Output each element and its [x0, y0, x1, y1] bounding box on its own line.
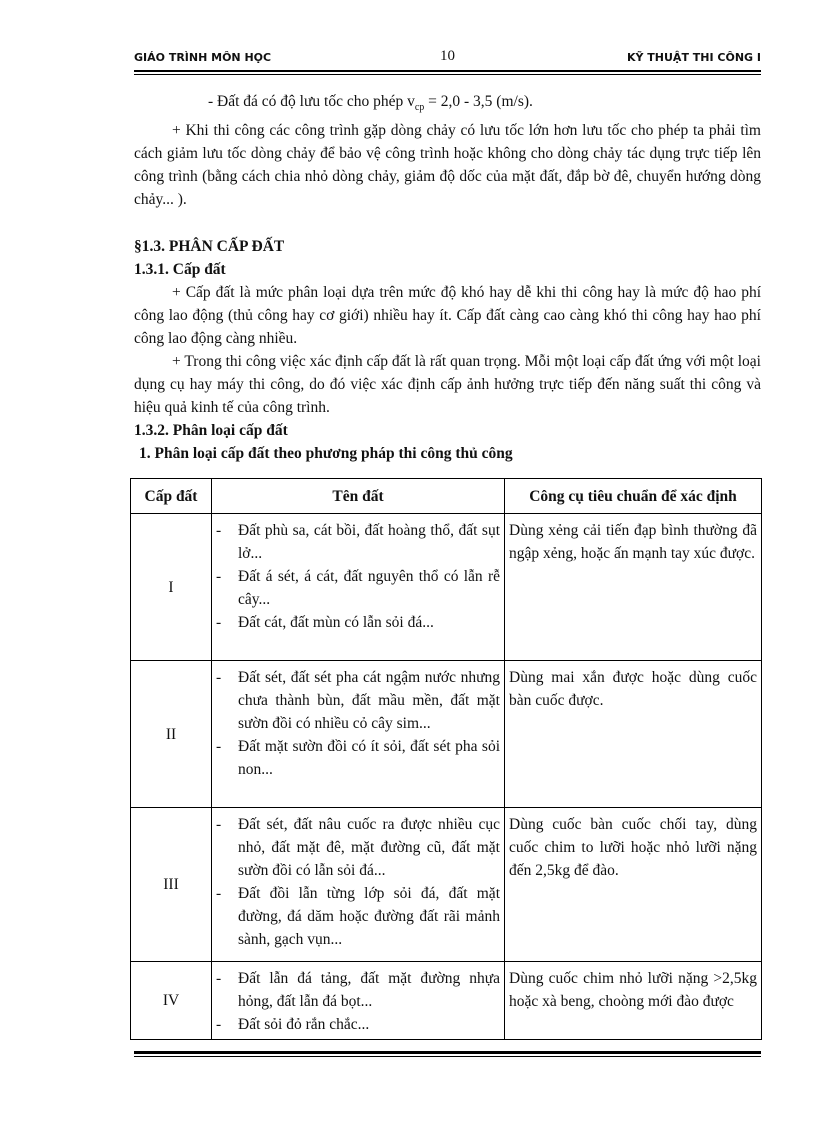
- subject-label: KỸ THUẬT THI CÔNG I: [626, 51, 761, 64]
- subsection-2-title: 1.3.2. Phân loại cấp đất: [134, 422, 288, 440]
- soil-item: - Đất đồi lẫn từng lớp sỏi đá, đất mặt đường, đá dăm hoặc đường đất rãi mảnh sành, gạch vụn...: [216, 885, 500, 948]
- grade-cell: IV: [131, 962, 212, 1040]
- soil-item: - Đất sét, đất sét pha cát ngậm nước nhưng chưa thành bùn, đất mầu mền, đất mặt sườn đồi có nhiều cỏ cây sim...: [216, 669, 500, 732]
- header-grade: Cấp đất: [131, 479, 212, 514]
- header-soil: Tên đất: [212, 479, 505, 514]
- soil-item: - Đất á sét, á cát, đất nguyên thổ có lẫn rễ cây...: [216, 568, 500, 608]
- page-header: [134, 48, 761, 70]
- list-title: 1. Phân loại cấp đất theo phương pháp thi công thủ công: [139, 445, 513, 463]
- page-body: [134, 90, 761, 465]
- soil-item: - Đất mặt sườn đồi có ít sỏi, đất sét pha sỏi non...: [216, 738, 500, 778]
- table-row: [131, 808, 762, 962]
- soil-cell: [212, 514, 505, 661]
- soil-cell: [212, 808, 505, 962]
- footer-rule: [134, 1051, 761, 1057]
- tool-cell: Dùng cuốc bàn cuốc chối tay, dùng cuốc chim to lưỡi hoặc nhỏ lưỡi nặng đến 2,5kg để đào.: [505, 808, 762, 962]
- section-title: §1.3. PHÂN CẤP ĐẤT: [134, 238, 285, 256]
- soil-item: - Đất lẫn đá tảng, đất mặt đường nhựa hỏng, đất lẫn đá bọt...: [216, 970, 500, 1010]
- grade-cell: II: [131, 661, 212, 808]
- table-row: [131, 514, 762, 661]
- course-label: GIÁO TRÌNH MÔN HỌC: [134, 51, 272, 64]
- soil-grade-table: [130, 478, 762, 1040]
- soil-item: - Đất phù sa, cát bồi, đất hoàng thổ, đất sụt lở...: [216, 522, 500, 562]
- paragraph-definition: + Cấp đất là mức phân loại dựa trên mức độ khó hay dễ khi thi công hay là mức độ hao phí công lao động (thủ công hay cơ giới) nhiều hay ít. Cấp đất càng cao càng khó thi công hay hao phí công lao động càng nhiều.: [134, 284, 761, 348]
- tool-cell: Dùng mai xắn được hoặc dùng cuốc bàn cuốc được.: [505, 661, 762, 808]
- subsection-1-title: 1.3.1. Cấp đất: [134, 261, 226, 279]
- soil-item: - Đất sét, đất nâu cuốc ra được nhiều cục nhỏ, đất mặt đê, mặt đường cũ, đất mặt sườn đồi có lẫn sỏi đá...: [216, 816, 500, 879]
- soil-item: - Đất cát, đất mùn có lẫn sỏi đá...: [216, 614, 434, 631]
- soil-cell: [212, 962, 505, 1040]
- grade-cell: I: [131, 514, 212, 661]
- header-rule: [134, 70, 761, 75]
- soil-item: - Đất sỏi đỏ rắn chắc...: [216, 1016, 370, 1033]
- header-tool: Công cụ tiêu chuẩn để xác định: [505, 479, 762, 514]
- tool-cell: Dùng xẻng cải tiến đạp bình thường đã ngập xẻng, hoặc ấn mạnh tay xúc được.: [505, 514, 762, 661]
- page-number: 10: [440, 48, 455, 64]
- table-header-row: [131, 479, 762, 514]
- table-row: [131, 962, 762, 1040]
- paragraph-importance: + Trong thi công việc xác định cấp đất là rất quan trọng. Mỗi một loại cấp đất ứng với một loại dụng cụ hay máy thi công, do đó việc xác định cấp ảnh hưởng trực tiếp đến năng suất thi công và hiệu quả kinh tế của công trình.: [134, 353, 761, 417]
- grade-cell: III: [131, 808, 212, 962]
- table-row: [131, 661, 762, 808]
- velocity-line: - Đất đá có độ lưu tốc cho phép $v_{cp} = 2,0 - 3,5$ (m/s).: [208, 93, 533, 114]
- paragraph-flow: + Khi thi công các công trình gặp dòng chảy có lưu tốc lớn hơn lưu tốc cho phép ta phải tìm cách giảm lưu tốc dòng chảy để bảo vệ công trình hoặc không cho dòng chảy tác dụng trực tiếp lên công trình (bằng cách chia nhỏ dòng chảy, giảm độ dốc của mặt đất, đắp bờ đê, chuyển hướng dòng chảy... ).: [134, 122, 761, 209]
- tool-cell: Dùng cuốc chim nhỏ lưỡi nặng >2,5kg hoặc xà beng, choòng mới đào được: [505, 962, 762, 1040]
- soil-cell: [212, 661, 505, 808]
